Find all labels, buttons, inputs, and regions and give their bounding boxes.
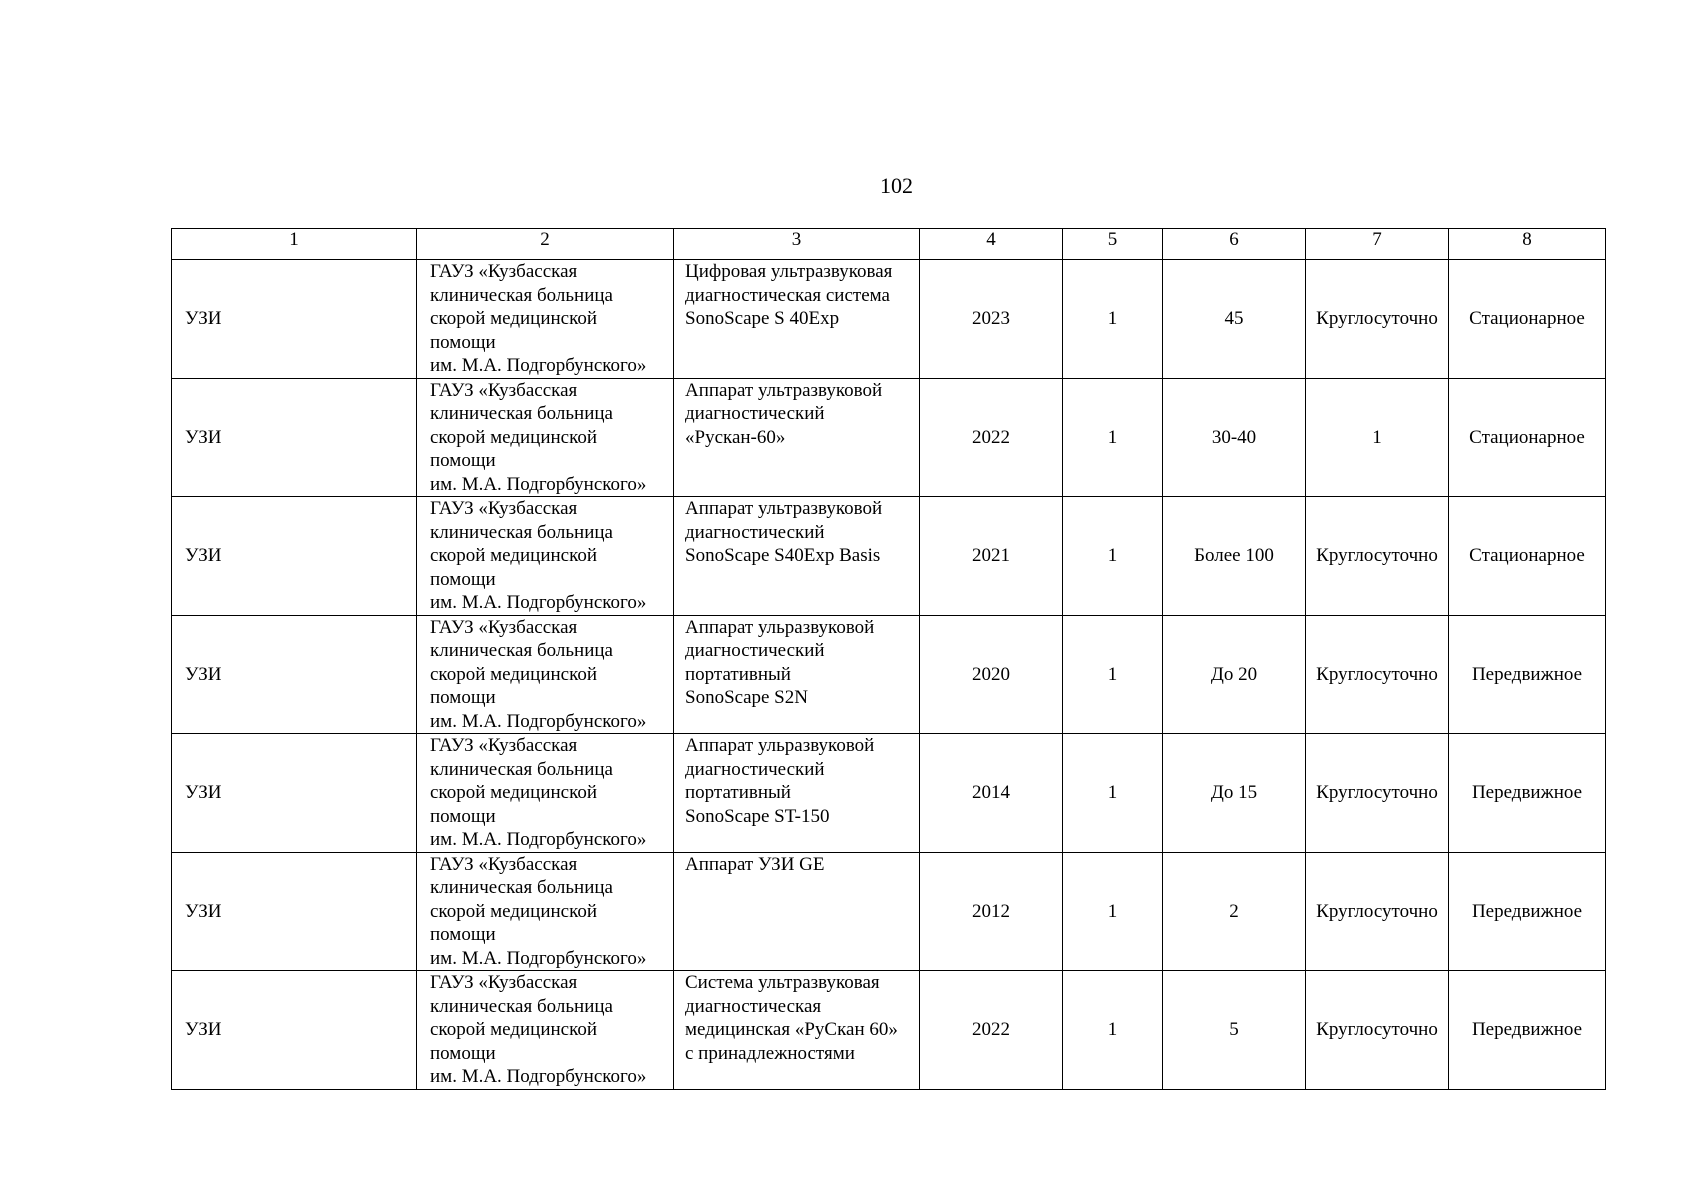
equipment-table <box>171 228 1606 1090</box>
cell-capacity: До 15 <box>1163 734 1306 853</box>
cell-organization: ГАУЗ «Кузбасская клиническая больница скорой медицинской помощи им. М.А. Подгорбунского» <box>417 971 674 1090</box>
cell-year: 2020 <box>920 615 1063 734</box>
cell-quantity: 1 <box>1063 615 1163 734</box>
cell-equipment: Аппарат УЗИ GE <box>674 852 920 971</box>
cell-mode: Передвижное <box>1449 734 1606 853</box>
column-header-1: 1 <box>172 229 417 260</box>
table-row <box>172 971 1606 1090</box>
cell-mode: Передвижное <box>1449 971 1606 1090</box>
cell-capacity: 2 <box>1163 852 1306 971</box>
table-row <box>172 734 1606 853</box>
cell-year: 2023 <box>920 260 1063 379</box>
cell-mode: Передвижное <box>1449 615 1606 734</box>
cell-type: УЗИ <box>172 615 417 734</box>
cell-schedule: 1 <box>1306 378 1449 497</box>
table-row <box>172 378 1606 497</box>
cell-capacity: 30-40 <box>1163 378 1306 497</box>
table-row <box>172 852 1606 971</box>
cell-schedule: Круглосуточно <box>1306 852 1449 971</box>
cell-organization: ГАУЗ «Кузбасская клиническая больница скорой медицинской помощи им. М.А. Подгорбунского» <box>417 260 674 379</box>
cell-equipment: Аппарат ульразвуковой диагностический портативный SonoScape S2N <box>674 615 920 734</box>
cell-year: 2022 <box>920 378 1063 497</box>
column-header-4: 4 <box>920 229 1063 260</box>
cell-schedule: Круглосуточно <box>1306 260 1449 379</box>
cell-capacity: До 20 <box>1163 615 1306 734</box>
cell-type: УЗИ <box>172 971 417 1090</box>
cell-year: 2014 <box>920 734 1063 853</box>
cell-year: 2021 <box>920 497 1063 616</box>
table-row <box>172 615 1606 734</box>
cell-organization: ГАУЗ «Кузбасская клиническая больница скорой медицинской помощи им. М.А. Подгорбунского» <box>417 734 674 853</box>
cell-type: УЗИ <box>172 852 417 971</box>
cell-organization: ГАУЗ «Кузбасская клиническая больница скорой медицинской помощи им. М.А. Подгорбунского» <box>417 497 674 616</box>
cell-quantity: 1 <box>1063 971 1163 1090</box>
cell-mode: Стационарное <box>1449 378 1606 497</box>
cell-capacity: 45 <box>1163 260 1306 379</box>
column-header-5: 5 <box>1063 229 1163 260</box>
cell-quantity: 1 <box>1063 852 1163 971</box>
column-header-6: 6 <box>1163 229 1306 260</box>
cell-schedule: Круглосуточно <box>1306 734 1449 853</box>
cell-capacity: Более 100 <box>1163 497 1306 616</box>
cell-equipment: Система ультразвуковая диагностическая медицинская «РуСкан 60» с принадлежностями <box>674 971 920 1090</box>
cell-quantity: 1 <box>1063 734 1163 853</box>
cell-year: 2012 <box>920 852 1063 971</box>
cell-schedule: Круглосуточно <box>1306 615 1449 734</box>
cell-mode: Передвижное <box>1449 852 1606 971</box>
cell-equipment: Цифровая ультразвуковая диагностическая система SonoScape S 40Exp <box>674 260 920 379</box>
table-row <box>172 260 1606 379</box>
cell-schedule: Круглосуточно <box>1306 971 1449 1090</box>
cell-equipment: Аппарат ультразвуковой диагностический SonoScape S40Exp Basis <box>674 497 920 616</box>
cell-type: УЗИ <box>172 734 417 853</box>
cell-quantity: 1 <box>1063 378 1163 497</box>
cell-mode: Стационарное <box>1449 497 1606 616</box>
cell-type: УЗИ <box>172 260 417 379</box>
cell-equipment: Аппарат ультразвуковой диагностический «Рускан-60» <box>674 378 920 497</box>
column-header-8: 8 <box>1449 229 1606 260</box>
cell-type: УЗИ <box>172 378 417 497</box>
table-row <box>172 497 1606 616</box>
cell-schedule: Круглосуточно <box>1306 497 1449 616</box>
cell-organization: ГАУЗ «Кузбасская клиническая больница скорой медицинской помощи им. М.А. Подгорбунского» <box>417 852 674 971</box>
column-header-7: 7 <box>1306 229 1449 260</box>
header-row <box>172 229 1606 260</box>
cell-quantity: 1 <box>1063 497 1163 616</box>
cell-year: 2022 <box>920 971 1063 1090</box>
cell-type: УЗИ <box>172 497 417 616</box>
cell-quantity: 1 <box>1063 260 1163 379</box>
column-header-2: 2 <box>417 229 674 260</box>
cell-organization: ГАУЗ «Кузбасская клиническая больница скорой медицинской помощи им. М.А. Подгорбунского» <box>417 615 674 734</box>
cell-capacity: 5 <box>1163 971 1306 1090</box>
cell-equipment: Аппарат ульразвуковой диагностический портативный SonoScape ST-150 <box>674 734 920 853</box>
cell-organization: ГАУЗ «Кузбасская клиническая больница скорой медицинской помощи им. М.А. Подгорбунского» <box>417 378 674 497</box>
column-header-3: 3 <box>674 229 920 260</box>
cell-mode: Стационарное <box>1449 260 1606 379</box>
page-number: 102 <box>880 173 913 198</box>
